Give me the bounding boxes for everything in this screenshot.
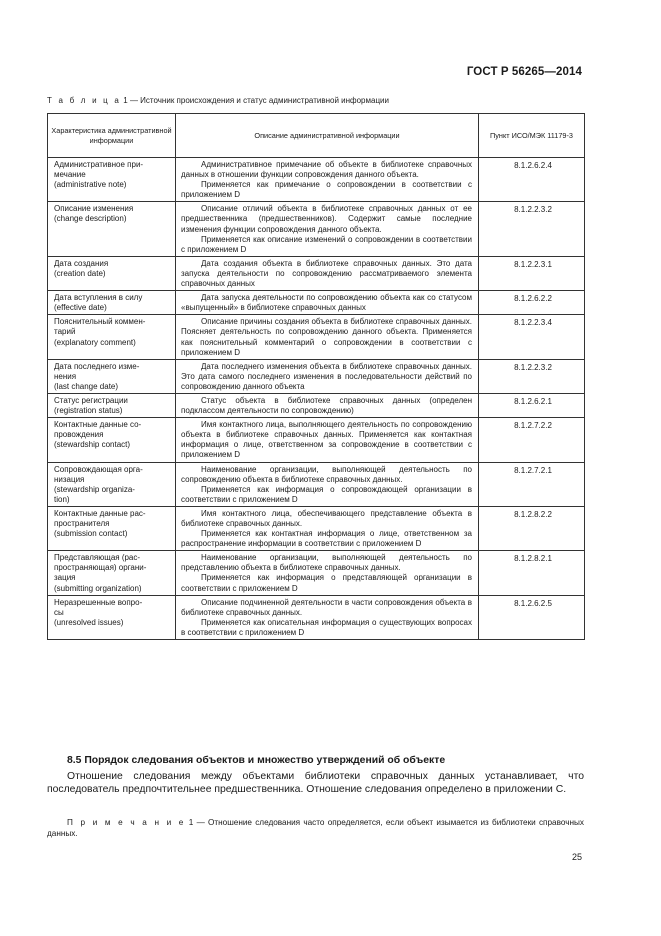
section-paragraph: Отношение следования между объектами библиотеки справочных данных устанавливает, что последователь предпочтительнее предшественника. Отношение следования определено в приложении C. bbox=[47, 771, 584, 795]
table-caption bbox=[47, 96, 389, 105]
description-paragraph: Административное примечание об объекте в библиотеке справочных данных в отношении функции сопровождения данного объекта. bbox=[181, 160, 472, 180]
cell-description bbox=[176, 315, 479, 359]
description-paragraph: Применяется как примечание о сопровождении в соответствии с приложением D bbox=[181, 180, 472, 200]
characteristic-line: пространителя bbox=[54, 519, 110, 528]
characteristic-line: низация bbox=[54, 474, 85, 484]
characteristic-line: сы bbox=[54, 607, 64, 617]
cell-description bbox=[176, 291, 479, 315]
cell-clause: 8.1.2.2.3.2 bbox=[479, 359, 585, 393]
cell-clause: 8.1.2.8.2.1 bbox=[479, 551, 585, 595]
cell-characteristic bbox=[48, 551, 176, 595]
cell-clause: 8.1.2.6.2.1 bbox=[479, 393, 585, 417]
table-caption-label: Т а б л и ц а bbox=[47, 96, 122, 105]
cell-clause: 8.1.2.8.2.2 bbox=[479, 506, 585, 550]
cell-clause: 8.1.2.6.2.2 bbox=[479, 291, 585, 315]
cell-description bbox=[176, 202, 479, 256]
description-paragraph: Имя контактного лица, обеспечивающего представление объекта в библиотеке справочных данных. bbox=[181, 508, 472, 528]
characteristic-line: Пояснительный коммен- bbox=[54, 317, 146, 327]
characteristic-line: тарий bbox=[54, 327, 76, 337]
cell-characteristic bbox=[48, 315, 176, 359]
characteristic-line: Контактные данные рас- bbox=[54, 508, 146, 518]
cell-description bbox=[176, 256, 479, 290]
table-row bbox=[48, 393, 585, 417]
characteristic-line: Неразрешенные вопро- bbox=[54, 597, 143, 607]
characteristic-line: (stewardship contact) bbox=[54, 440, 131, 450]
description-paragraph: Дата создания объекта в библиотеке справочных данных. Это дата запуска деятельности по сопровождению рассматриваемого элемента справочных данных bbox=[181, 258, 472, 289]
cell-clause: 8.1.2.2.3.4 bbox=[479, 315, 585, 359]
characteristic-line: (change description) bbox=[54, 214, 127, 224]
description-paragraph: Наименование организации, выполняющей деятельность по сопровождению объекта в библиотеке справочных данных. bbox=[181, 464, 472, 484]
table-row bbox=[48, 595, 585, 639]
characteristic-line: мечание bbox=[54, 170, 86, 180]
description-paragraph: Имя контактного лица, выполняющего деятельность по сопровождению объекта в библиотеке справочных данных. Применяется как контактная информация о лице, ответственном за сопровождение в соответствии с приложением D bbox=[181, 420, 472, 460]
characteristic-line: Дата вступления в силу bbox=[54, 293, 143, 303]
cell-description bbox=[176, 551, 479, 595]
cell-clause: 8.1.2.6.2.4 bbox=[479, 158, 585, 202]
cell-characteristic bbox=[48, 291, 176, 315]
characteristic-line: (stewardship organiza- bbox=[54, 484, 135, 494]
cell-clause: 8.1.2.2.3.2 bbox=[479, 202, 585, 256]
cell-characteristic bbox=[48, 256, 176, 290]
description-paragraph: Наименование организации, выполняющей деятельность по представлению объекта в библиотеке справочных данных. bbox=[181, 553, 472, 573]
cell-clause: 8.1.2.2.3.1 bbox=[479, 256, 585, 290]
cell-characteristic bbox=[48, 158, 176, 202]
cell-clause: 8.1.2.7.2.1 bbox=[479, 462, 585, 506]
cell-description bbox=[176, 359, 479, 393]
table-body bbox=[48, 158, 585, 640]
characteristic-line: (effective date) bbox=[54, 303, 107, 313]
description-paragraph: Применяется как контактная информация о лице, ответственном за распространение информации в соответствии с приложением D bbox=[181, 529, 472, 549]
table-caption-text: 1 — Источник происхождения и статус административной информации bbox=[123, 96, 389, 105]
characteristic-line: (registration status) bbox=[54, 406, 123, 416]
characteristic-line: Дата последнего изме- bbox=[54, 361, 140, 371]
cell-clause: 8.1.2.6.2.5 bbox=[479, 595, 585, 639]
characteristic-line: пространяющая) органи- bbox=[54, 563, 147, 573]
characteristic-line: Статус регистрации bbox=[54, 395, 128, 405]
characteristic-line: Административное при- bbox=[54, 160, 144, 169]
description-paragraph: Описание причины создания объекта в библиотеке справочных данных. Поясняет деятельность по сопровождению данного объекта. Применяется как пояснительный комментарий о сопровождении в соответствии с приложением D bbox=[181, 317, 472, 357]
characteristic-line: (administrative note) bbox=[54, 180, 127, 190]
description-paragraph: Описание подчиненной деятельности в части сопровождения объекта в библиотеке справочных данных. bbox=[181, 597, 472, 617]
characteristic-line: Описание изменения bbox=[54, 204, 134, 214]
note bbox=[47, 817, 584, 839]
description-paragraph: Описание отличий объекта в библиотеке справочных данных от ее предшественника (предшественников). Содержит самые последние изменения функции сопровождения данного объекта. bbox=[181, 204, 472, 234]
description-paragraph: Применяется как информация о представляющей организации в соответствии с приложением D bbox=[181, 573, 472, 593]
characteristic-line: tion) bbox=[54, 494, 70, 504]
table-row bbox=[48, 158, 585, 202]
note-text: 1 — Отношение следования часто определяется, если объект изымается из библиотеки справочных данных. bbox=[47, 818, 584, 838]
characteristic-line: Дата создания bbox=[54, 258, 109, 268]
cell-characteristic bbox=[48, 393, 176, 417]
characteristic-line: Контактные данные со- bbox=[54, 420, 142, 430]
section-heading: 8.5 Порядок следования объектов и множество утверждений об объекте bbox=[67, 755, 446, 766]
document-standard-id: ГОСТ Р 56265—2014 bbox=[466, 66, 582, 78]
table-row bbox=[48, 551, 585, 595]
table-row bbox=[48, 506, 585, 550]
characteristic-line: провождения bbox=[54, 430, 104, 440]
description-paragraph: Применяется как информация о сопровождающей организации в соответствии с приложением D bbox=[181, 484, 472, 504]
characteristic-line: нения bbox=[54, 371, 77, 381]
table-row bbox=[48, 202, 585, 256]
characteristic-line: зация bbox=[54, 573, 76, 583]
cell-characteristic bbox=[48, 202, 176, 256]
admin-info-table bbox=[47, 113, 585, 640]
column-header-description: Описание административной информации bbox=[176, 114, 479, 158]
table-row bbox=[48, 418, 585, 462]
cell-characteristic bbox=[48, 462, 176, 506]
characteristic-line: Представляющая (рас- bbox=[54, 553, 141, 563]
characteristic-line: Сопровождающая орга- bbox=[54, 464, 143, 474]
characteristic-line: (unresolved issues) bbox=[54, 617, 124, 627]
table-header-row bbox=[48, 114, 585, 158]
column-header-characteristic: Характеристика административной информации bbox=[48, 114, 176, 158]
table-row bbox=[48, 291, 585, 315]
characteristic-line: (last change date) bbox=[54, 381, 119, 391]
description-paragraph: Применяется как описательная информация о существующих вопросах в соответствии с приложением D bbox=[181, 617, 472, 637]
note-label: П р и м е ч а н и е bbox=[67, 818, 186, 827]
table-row bbox=[48, 256, 585, 290]
table-row bbox=[48, 359, 585, 393]
table-row bbox=[48, 315, 585, 359]
cell-description bbox=[176, 462, 479, 506]
table-row bbox=[48, 462, 585, 506]
cell-characteristic bbox=[48, 359, 176, 393]
description-paragraph: Дата запуска деятельности по сопровождению объекта как со статусом «выпущенный» в библиотеке справочных данных bbox=[181, 293, 472, 313]
cell-description bbox=[176, 595, 479, 639]
cell-characteristic bbox=[48, 595, 176, 639]
cell-characteristic bbox=[48, 506, 176, 550]
column-header-clause: Пункт ИСО/МЭК 11179-3 bbox=[479, 114, 585, 158]
cell-description bbox=[176, 418, 479, 462]
characteristic-line: (submitting organization) bbox=[54, 583, 142, 593]
description-paragraph: Статус объекта в библиотеке справочных данных (определен подклассом деятельности по сопровождению) bbox=[181, 395, 472, 416]
cell-clause: 8.1.2.7.2.2 bbox=[479, 418, 585, 462]
cell-description bbox=[176, 158, 479, 202]
characteristic-line: (submission contact) bbox=[54, 529, 128, 539]
cell-characteristic bbox=[48, 418, 176, 462]
characteristic-line: (creation date) bbox=[54, 268, 106, 278]
characteristic-line: (explanatory comment) bbox=[54, 337, 136, 347]
page-number: 25 bbox=[571, 852, 582, 862]
cell-description bbox=[176, 393, 479, 417]
cell-description bbox=[176, 506, 479, 550]
description-paragraph: Дата последнего изменения объекта в библиотеке справочных данных. Это дата самого последнего изменения в последовательности действий по сопровождению данного объекта bbox=[181, 361, 472, 391]
description-paragraph: Применяется как описание изменений о сопровождении в соответствии с приложением D bbox=[181, 234, 472, 254]
